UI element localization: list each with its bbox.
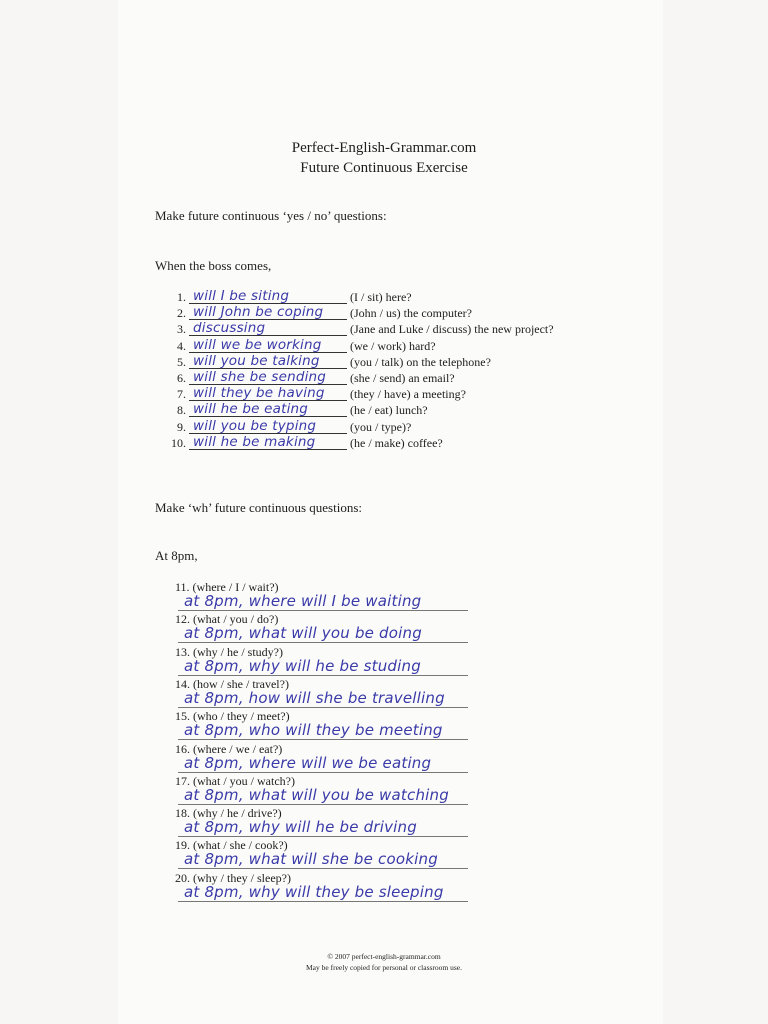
verb-hint: (you / talk) on the telephone? <box>350 354 491 369</box>
question-number: 8. <box>177 403 186 418</box>
handwritten-answer: will you be talking <box>193 352 320 369</box>
answer-blank[interactable] <box>189 417 347 434</box>
wh-prompt: 19. (what / she / cook?) <box>175 838 288 853</box>
wh-prompt: 18. (why / he / drive?) <box>175 806 282 821</box>
question-number: 10. <box>171 435 186 450</box>
wh-prompt: 17. (what / you / watch?) <box>175 773 295 788</box>
handwritten-answer: at 8pm, what will you be doing <box>184 624 422 643</box>
footer-copyright: © 2007 perfect-english-grammar.com <box>327 952 441 961</box>
verb-hint: (I / sit) here? <box>350 290 412 304</box>
handwritten-answer: will they be having <box>193 385 325 402</box>
page-title: Future Continuous Exercise <box>300 160 468 176</box>
question-number: 3. <box>177 322 186 337</box>
wh-prompt: 11. (where / I / wait?) <box>175 580 279 594</box>
footer-license: May be freely copied for personal or classroom use. <box>306 963 462 972</box>
section2-context: At 8pm, <box>155 548 198 563</box>
handwritten-answer: at 8pm, why will he be studing <box>184 656 421 675</box>
verb-hint: (she / send) an email? <box>350 371 455 385</box>
verb-hint: (you / type)? <box>350 419 412 434</box>
wh-prompt: 20. (why / they / sleep?) <box>175 870 291 885</box>
handwritten-answer: will she be sending <box>193 369 327 385</box>
handwritten-answer: at 8pm, how will she be travelling <box>184 688 445 707</box>
wh-prompt: 15. (who / they / meet?) <box>175 709 290 724</box>
answer-line[interactable] <box>178 592 468 611</box>
answer-line[interactable] <box>178 883 468 902</box>
section1-instruction: Make future continuous ‘yes / no’ questions: <box>155 208 387 223</box>
wh-prompt: 13. (why / he / study?) <box>175 644 283 659</box>
answer-blank[interactable] <box>189 352 347 369</box>
verb-hint: (they / have) a meeting? <box>350 387 466 402</box>
wh-prompt: 14. (how / she / travel?) <box>175 676 289 691</box>
question-number: 2. <box>177 306 186 321</box>
handwritten-answer: discussing <box>193 320 266 337</box>
handwritten-answer: at 8pm, who will they be meeting <box>184 721 443 740</box>
handwritten-answer: at 8pm, where will I be waiting <box>184 592 422 610</box>
wh-prompt: 16. (where / we / eat?) <box>175 741 283 756</box>
answer-line[interactable] <box>178 818 468 837</box>
handwritten-answer: will he be making <box>193 433 316 450</box>
question-number: 6. <box>177 371 186 385</box>
handwritten-answer: at 8pm, why will they be sleeping <box>184 882 444 901</box>
answer-line[interactable] <box>178 689 468 708</box>
answer-line[interactable] <box>178 624 468 643</box>
handwritten-answer: at 8pm, where will we be eating <box>184 753 432 772</box>
answer-blank[interactable] <box>189 384 347 401</box>
site-title: Perfect-English-Grammar.com <box>291 140 477 156</box>
answer-blank[interactable] <box>189 319 347 336</box>
handwritten-answer: at 8pm, what will you be watching <box>184 785 449 804</box>
answer-line[interactable] <box>178 850 468 869</box>
question-number: 1. <box>177 290 186 304</box>
answer-blank[interactable] <box>189 433 347 450</box>
answer-line[interactable] <box>178 754 468 773</box>
question-number: 9. <box>177 419 186 434</box>
handwritten-answer: will we be working <box>193 336 322 353</box>
question-number: 5. <box>177 354 186 369</box>
verb-hint: (he / make) coffee? <box>350 435 443 450</box>
answer-blank[interactable] <box>189 303 347 320</box>
verb-hint: (we / work) hard? <box>350 338 436 353</box>
answer-blank[interactable] <box>189 287 347 304</box>
verb-hint: (he / eat) lunch? <box>350 403 428 418</box>
answer-line[interactable] <box>178 786 468 805</box>
verb-hint: (Jane and Luke / discuss) the new project? <box>350 322 554 337</box>
answer-blank[interactable] <box>189 400 347 417</box>
verb-hint: (John / us) the computer? <box>350 306 472 321</box>
answer-blank[interactable] <box>189 336 347 353</box>
question-number: 7. <box>177 387 186 402</box>
answer-line[interactable] <box>178 721 468 740</box>
handwritten-answer: at 8pm, what will she be cooking <box>184 850 438 869</box>
answer-line[interactable] <box>178 657 468 676</box>
section1-context: When the boss comes, <box>155 258 272 273</box>
handwritten-answer: at 8pm, why will he be driving <box>184 818 417 837</box>
wh-prompt: 12. (what / you / do?) <box>175 612 279 627</box>
handwritten-answer: will you be typing <box>193 417 317 434</box>
handwritten-answer: will he be eating <box>193 401 309 418</box>
section2-instruction: Make ‘wh’ future continuous questions: <box>155 500 362 515</box>
answer-blank[interactable] <box>189 368 347 385</box>
handwritten-answer: will John be coping <box>193 304 324 321</box>
handwritten-answer: will I be siting <box>193 288 290 304</box>
question-number: 4. <box>177 338 186 353</box>
